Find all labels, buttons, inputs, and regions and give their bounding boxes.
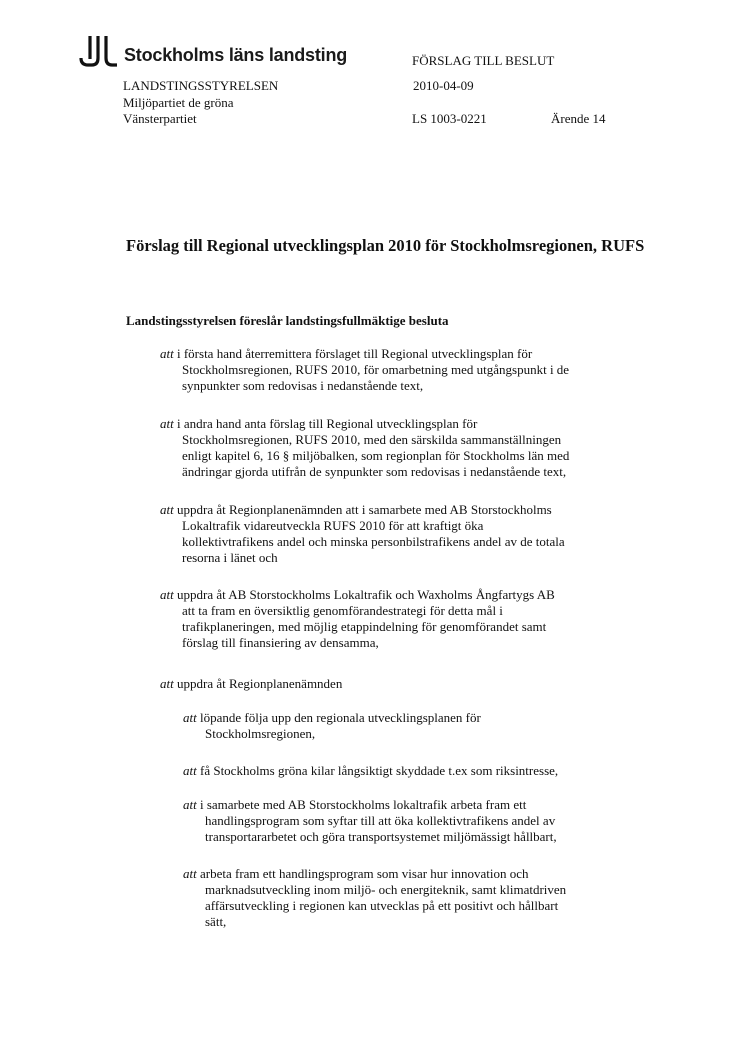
proposal-subitem: att i samarbete med AB Storstockholms lokaltrafik arbeta fram ett handlingsprogram som syftar till att öka kollektivtrafikens andel av transportararbetet och göra transportsystemet miljömässigt hållbart, [183, 797, 557, 844]
att-word: att [160, 416, 174, 431]
logo-text: Stockholms läns landsting [124, 44, 348, 65]
landsting-emblem-icon [79, 34, 117, 68]
proposal-item: att i andra hand anta förslag till Regional utvecklingsplan för Stockholmsregionen, RUFS 2010, med den särskilda sammanställningen enligt kapitel 6, 16 § miljöbalken, som regionplan för Stockholms län med ändringar gjorda utifrån de synpunkter som redovisas i nedanstående text, [160, 416, 570, 479]
org-line-1: LANDSTINGSSTYRELSEN [123, 78, 279, 93]
proposal-item: att uppdra åt Regionplanenämnden [160, 676, 343, 691]
proposal-subitem: att löpande följa upp den regionala utvecklingsplanen för Stockholmsregionen, [183, 710, 481, 741]
att-word: att [183, 797, 197, 812]
org-line-2: Miljöpartiet de gröna [123, 95, 234, 110]
att-word: att [183, 710, 197, 725]
att-word: att [160, 346, 174, 361]
att-word: att [160, 587, 174, 602]
item-number: Ärende 14 [551, 111, 606, 126]
att-word: att [183, 866, 197, 881]
document-title: Förslag till Regional utvecklingsplan 2010 för Stockholmsregionen, RUFS [126, 236, 645, 255]
proposal-item: att uppdra åt AB Storstockholms Lokaltrafik och Waxholms Ångfartygs AB att ta fram en översiktlig genomförandestrategi för detta mål i trafikplaneringen, med möjlig etappindelning för genomförandet samt förslag till finansiering av densamma, [160, 587, 555, 650]
org-line-3: Vänsterpartiet [123, 111, 197, 126]
att-word: att [183, 763, 197, 778]
organization-logo [79, 34, 347, 68]
proposal-subitem: att få Stockholms gröna kilar långsiktigt skyddade t.ex som riksintresse, [183, 763, 559, 778]
att-word: att [160, 502, 174, 517]
proposal-item: att uppdra åt Regionplanenämnden att i samarbete med AB Storstockholms Lokaltrafik vidareutveckla RUFS 2010 för att kraftigt öka kollektivtrafikens andel och minska personbilstrafikens andel av de totala resorna i länet och [160, 502, 565, 565]
doc-type: FÖRSLAG TILL BESLUT [412, 53, 555, 68]
reference-number: LS 1003-0221 [412, 111, 487, 126]
document-date: 2010-04-09 [413, 78, 474, 93]
proposal-subitem: att arbeta fram ett handlingsprogram som visar hur innovation och marknadsutveckling inom miljö- och energiteknik, samt klimatdriven affärsutveckling i regionen kan utvecklas på ett positivt och hållbart sätt, [183, 866, 567, 929]
proposal-heading: Landstingsstyrelsen föreslår landstingsfullmäktige besluta [126, 313, 449, 328]
att-word: att [160, 676, 174, 691]
proposal-item: att i första hand återremittera förslaget till Regional utvecklingsplan för Stockholmsregionen, RUFS 2010, för omarbetning med utgångspunkt i de synpunkter som redovisas i nedanstående text, [160, 346, 570, 393]
